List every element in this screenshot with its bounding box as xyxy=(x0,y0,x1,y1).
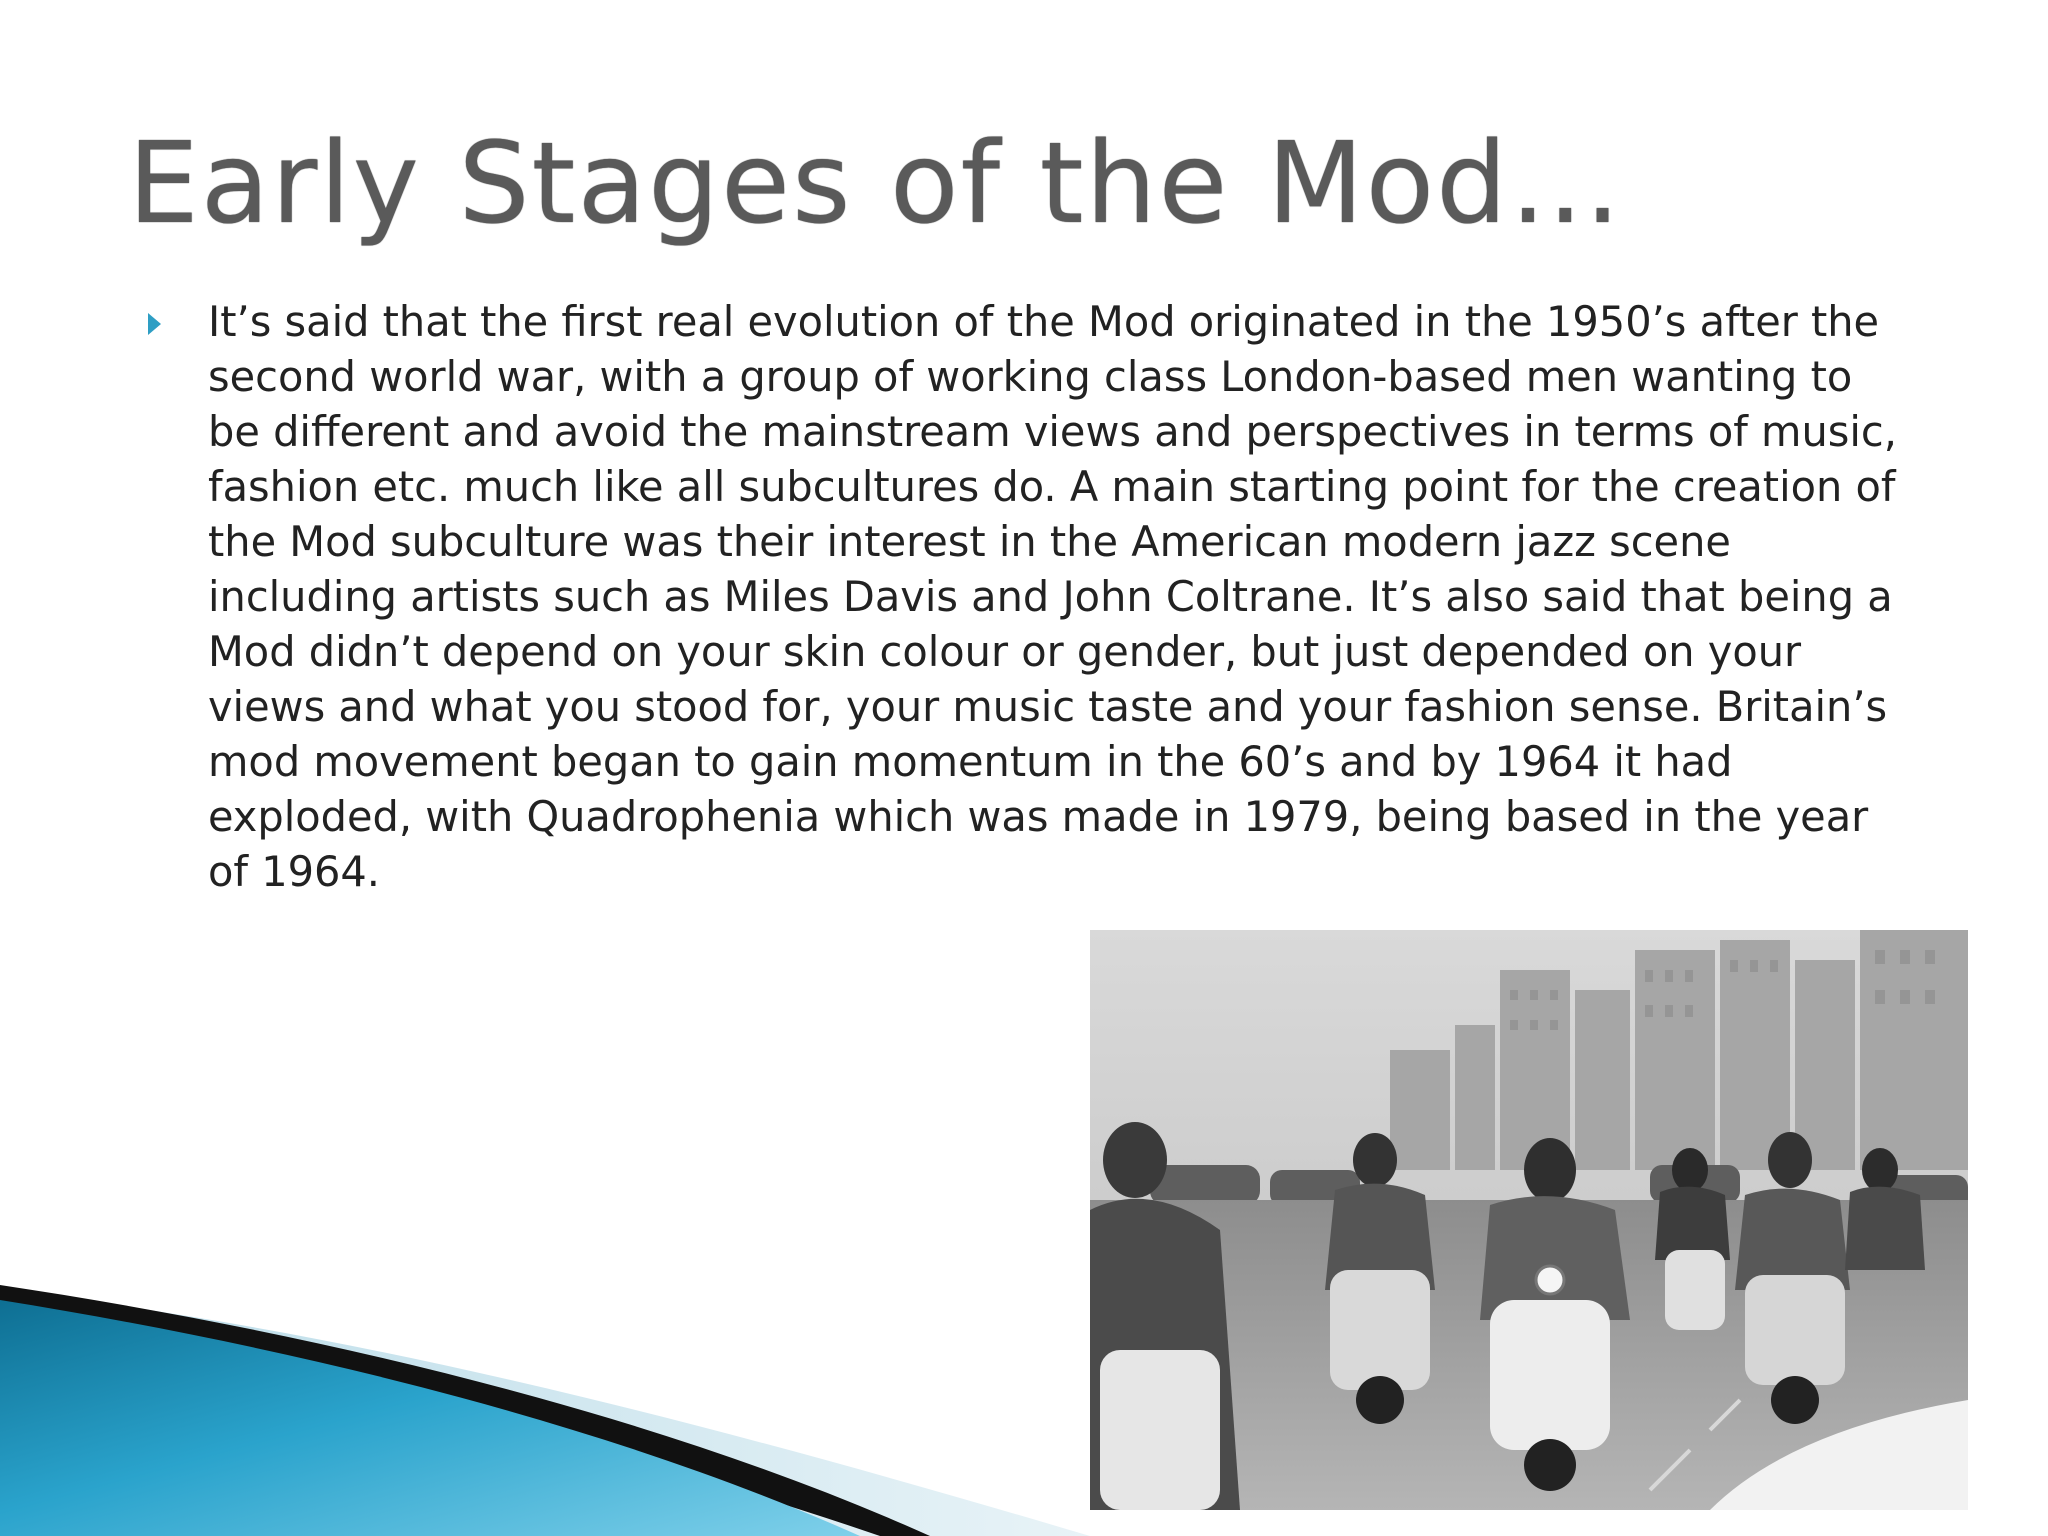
wave-dark-band xyxy=(0,1285,930,1536)
photo-illustration xyxy=(1090,930,1968,1510)
slide-title: Early Stages of the Mod… xyxy=(128,119,1624,249)
wave-light-band xyxy=(0,1290,1090,1536)
bullet-text: It’s said that the first real evolution of the Mod originated in the 1950’s after the second world war, with a group of working class London-based men wanting to be different and avoid the mainstream views and perspectives in terms of music, fashion etc. much like all subcultures do. A main starting point for the creation of the Mod subculture was their interest in the American modern jazz scene including artists such as Miles Davis and John Coltrane. It’s also said that being a Mod didn’t depend on your skin colour or gender, but just depended on your views and what you stood for, your music taste and your fashion sense. Britain’s mod movement began to gain momentum in the 60’s and by 1964 it had exploded, with Quadrophenia which was made in 1979, being based in the year of 1964. xyxy=(208,297,1897,896)
triangle-bullet-icon xyxy=(148,313,161,335)
wave-blue-band xyxy=(0,1300,860,1536)
mods-on-scooters-photo xyxy=(1090,930,1968,1510)
